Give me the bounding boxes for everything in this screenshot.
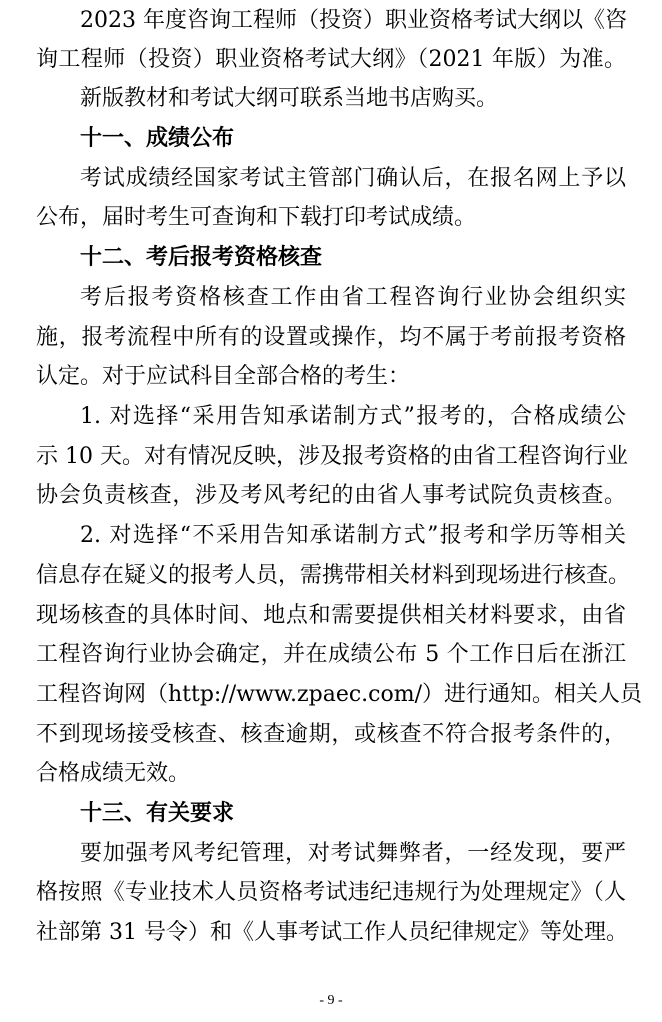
paragraph-results-line-1: 考试成绩经国家考试主管部门确认后，在报名网上予以	[80, 166, 626, 191]
paragraph-syllabus-line-2: 询工程师（投资）职业资格考试大纲》（2021 年版）为准。	[36, 47, 626, 72]
page-number: - 9 -	[319, 993, 343, 1008]
paragraph-check-line-1: 考后报考资格核查工作由省工程咨询行业协会组织实	[80, 285, 626, 310]
item-2-line-1: 2. 对选择“不采用告知承诺制方式”报考和学历等相关	[80, 523, 626, 548]
section-heading-13: 十三、有关要求	[80, 801, 235, 826]
paragraph-syllabus-line-1: 2023 年度咨询工程师（投资）职业资格考试大纲以《咨	[80, 8, 627, 33]
item-2-line-3: 现场核查的具体时间、地点和需要提供相关材料要求，由省	[36, 603, 626, 628]
item-2-line-5: 工程咨询网（http://www.zpaec.com/）进行通知。相关人员	[36, 682, 643, 707]
item-2-line-7: 合格成绩无效。	[36, 761, 191, 786]
paragraph-requirements-line-3: 社部第 31 号令）和《人事考试工作人员纪律规定》等处理。	[36, 920, 628, 945]
item-1-line-3: 协会负责核查，涉及考风考纪的由省人事考试院负责核查。	[36, 483, 626, 508]
paragraph-requirements-line-2: 格按照《专业技术人员资格考试违纪违规行为处理规定》（人	[36, 880, 626, 905]
section-heading-11: 十一、成绩公布	[80, 126, 235, 151]
paragraph-check-line-2: 施，报考流程中所有的设置或操作，均不属于考前报考资格	[36, 325, 626, 350]
item-2-line-4: 工程咨询行业协会确定，并在成绩公布 5 个工作日后在浙江	[36, 642, 626, 667]
paragraph-bookstore: 新版教材和考试大纲可联系当地书店购买。	[80, 86, 499, 111]
paragraph-check-line-3: 认定。对于应试科目全部合格的考生：	[36, 364, 411, 389]
paragraph-requirements-line-1: 要加强考风考纪管理，对考试舞弊者，一经发现，要严	[80, 841, 626, 866]
section-heading-12: 十二、考后报考资格核查	[80, 245, 323, 270]
item-1-line-2: 示 10 天。对有情况反映，涉及报考资格的由省工程咨询行业	[36, 444, 628, 469]
item-2-line-6: 不到现场接受核查、核查逾期，或核查不符合报考条件的，	[36, 722, 626, 747]
paragraph-results-line-2: 公布，届时考生可查询和下载打印考试成绩。	[36, 205, 477, 230]
item-1-line-1: 1. 对选择“采用告知承诺制方式”报考的，合格成绩公	[80, 404, 626, 429]
item-2-line-2: 信息存在疑义的报考人员，需携带相关材料到现场进行核查。	[36, 563, 631, 588]
